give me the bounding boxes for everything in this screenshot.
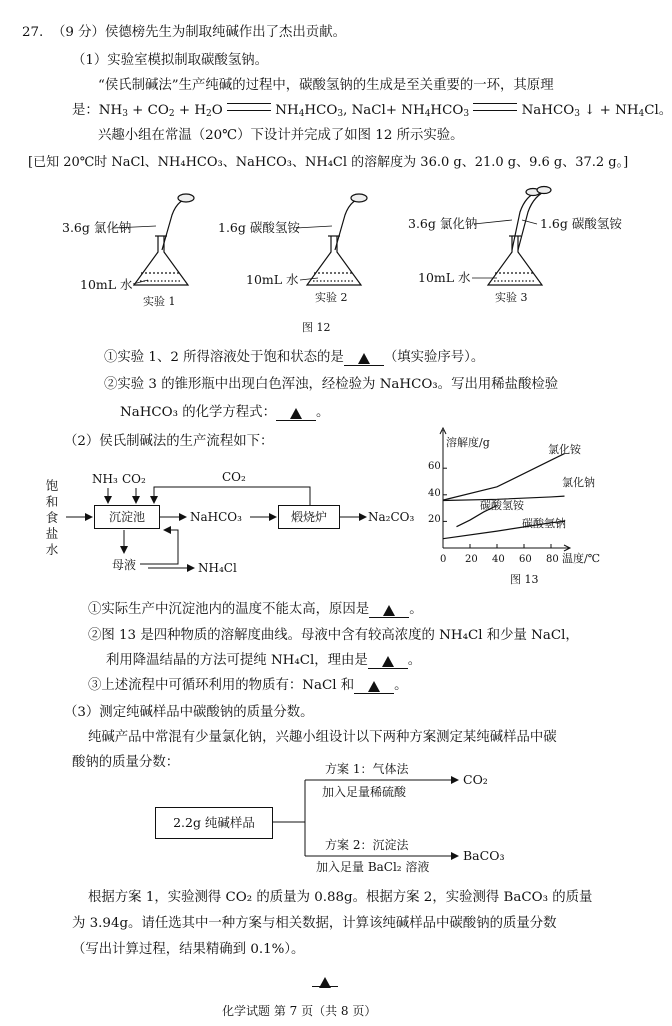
exp1-name: 实验 1	[143, 295, 176, 308]
flow-nh4cl: NH₄Cl	[198, 561, 237, 575]
flow-furnace-box: 煅烧炉	[278, 505, 340, 529]
question-intro: （9 分）侯德榜先生为制取纯碱作出了杰出贡献。	[52, 25, 346, 40]
exp3-reagent-b-label: 1.6g 碳酸氢铵	[540, 216, 622, 231]
sample-box: 2.2g 纯碱样品	[155, 807, 273, 839]
part3-title: （3）测定纯碱样品中碳酸钠的质量分数。	[64, 705, 314, 720]
scheme1-name: 方案 1：气体法	[325, 762, 409, 776]
fig13-ylabel: 溶解度/g	[446, 436, 490, 449]
fig13-ytick-60: 60	[428, 461, 441, 472]
fig13-xtick-40: 40	[492, 554, 505, 565]
part1-text-3: 兴趣小组在常温（20℃）下设计并完成了如图 12 所示实验。	[98, 128, 464, 143]
flow-co2-recycle: CO₂	[222, 470, 246, 484]
part1-title: （1）实验室模拟制取碳酸氢钠。	[72, 53, 268, 68]
q2-1: ①实际生产中沉淀池内的温度不能太高，原因是 。	[88, 602, 423, 617]
flow-co2-in: CO₂	[122, 472, 146, 486]
flow-mother-liquor: 母液	[112, 558, 137, 572]
fig13-label-nacl: 氯化钠	[562, 476, 595, 489]
fig13-caption: 图 13	[510, 573, 539, 586]
scheme2-name: 方案 2：沉淀法	[325, 838, 409, 852]
page-footer: 化学试题 第 7 页（共 8 页）	[222, 1004, 377, 1018]
exp2-water-label: 10mL 水	[246, 272, 299, 287]
fig13-label-nh4hco3: 碳酸氢铵	[480, 499, 524, 512]
part3-text-5: （写出计算过程，结果精确到 0.1%）。	[72, 942, 305, 957]
triangle-icon	[319, 977, 331, 988]
part3-text-2: 酸钠的质量分数：	[72, 755, 180, 770]
fig13-xtick-80: 80	[546, 554, 559, 565]
q2-2-line2: 利用降温结晶的方法可提纯 NH₄Cl，理由是 。	[106, 653, 422, 668]
exp1-water-label: 10mL 水	[80, 277, 133, 292]
exp3-reagent-a-label: 3.6g 氯化钠	[408, 216, 478, 231]
q2-3: ③上述流程中可循环利用的物质有：NaCl 和 。	[88, 678, 408, 693]
exp3-name: 实验 3	[495, 291, 528, 304]
flow-na2co3: Na₂CO₃	[368, 510, 415, 524]
fig13-ytick-20: 20	[428, 514, 441, 525]
scheme1-product: CO₂	[463, 772, 488, 787]
exp3-water-label: 10mL 水	[418, 270, 471, 285]
part3-text-1: 纯碱产品中常混有少量氯化钠，兴趣小组设计以下两种方案测定某纯碱样品中碳	[88, 730, 557, 745]
q1-1: ①实验 1、2 所得溶液处于饱和状态的是 （填实验序号）。	[104, 350, 485, 365]
fig13-xtick-20: 20	[465, 554, 478, 565]
reaction-equations: 是：$NH_3 + CO_2 + H_2O$ $NH_4HCO_3$, NaCl+ $NH_4HCO_3$ NaHCO$_3$ ↓ + $NH_4Cl$。	[72, 103, 672, 119]
flow-nahco3: NaHCO₃	[190, 510, 242, 524]
exp2-name: 实验 2	[315, 291, 348, 304]
fig13-label-nh4cl: 氯化铵	[548, 443, 581, 456]
fig13-xtick-0: 0	[440, 554, 447, 565]
known-solubility: [已知 20℃时 NaCl、NH₄HCO₃、NaHCO₃、NH₄Cl 的溶解度为 36.0 g、21.0 g、9.6 g、37.2 g。]	[28, 155, 629, 170]
q1-2-line2: NaHCO₃ 的化学方程式： 。	[120, 405, 330, 420]
scheme1-reagent: 加入足量稀硫酸	[322, 785, 407, 799]
fig13-label-nahco3: 碳酸氢钠	[522, 517, 566, 530]
part3-text-3: 根据方案 1，实验测得 CO₂ 的质量为 0.88g。根据方案 2，实验测得 BaCO₃ 的质量	[88, 890, 593, 905]
figure-12-caption: 图 12	[302, 321, 331, 334]
part1-text-1: “侯氏制碱法”生产纯碱的过程中，碳酸氢钠的生成是至关重要的一环，其原理	[98, 78, 554, 93]
q1-2-line1: ②实验 3 的锥形瓶中出现白色浑浊，经检验为 NaHCO₃。写出用稀盐酸检验	[104, 377, 559, 392]
scheme2-reagent: 加入足量 BaCl₂ 溶液	[316, 860, 430, 874]
flow-left-label: 饱 和 食 盐 水	[45, 478, 59, 557]
part2-title: （2）侯氏制碱法的生产流程如下：	[64, 434, 274, 449]
q2-2-line1: ②图 13 是四种物质的溶解度曲线。母液中含有较高浓度的 NH₄Cl 和少量 NaCl，	[88, 628, 579, 643]
fig13-ytick-40: 40	[428, 488, 441, 499]
exp2-reagent-label: 1.6g 碳酸氢铵	[218, 220, 300, 235]
part3-text-4: 为 3.94g。请任选其中一种方案与相关数据，计算该纯碱样品中碳酸钠的质量分数	[72, 916, 557, 931]
flow-nh3: NH₃	[92, 472, 118, 486]
scheme2-product: BaCO₃	[463, 848, 505, 863]
question-number: 27.	[22, 25, 44, 40]
exp1-reagent-label: 3.6g 氯化钠	[62, 220, 132, 235]
fig13-xlabel: 温度/℃	[562, 552, 601, 565]
flow-tank-box: 沉淀池	[94, 505, 160, 529]
fig13-xtick-60: 60	[519, 554, 532, 565]
answer-blank-6[interactable]	[312, 972, 338, 987]
